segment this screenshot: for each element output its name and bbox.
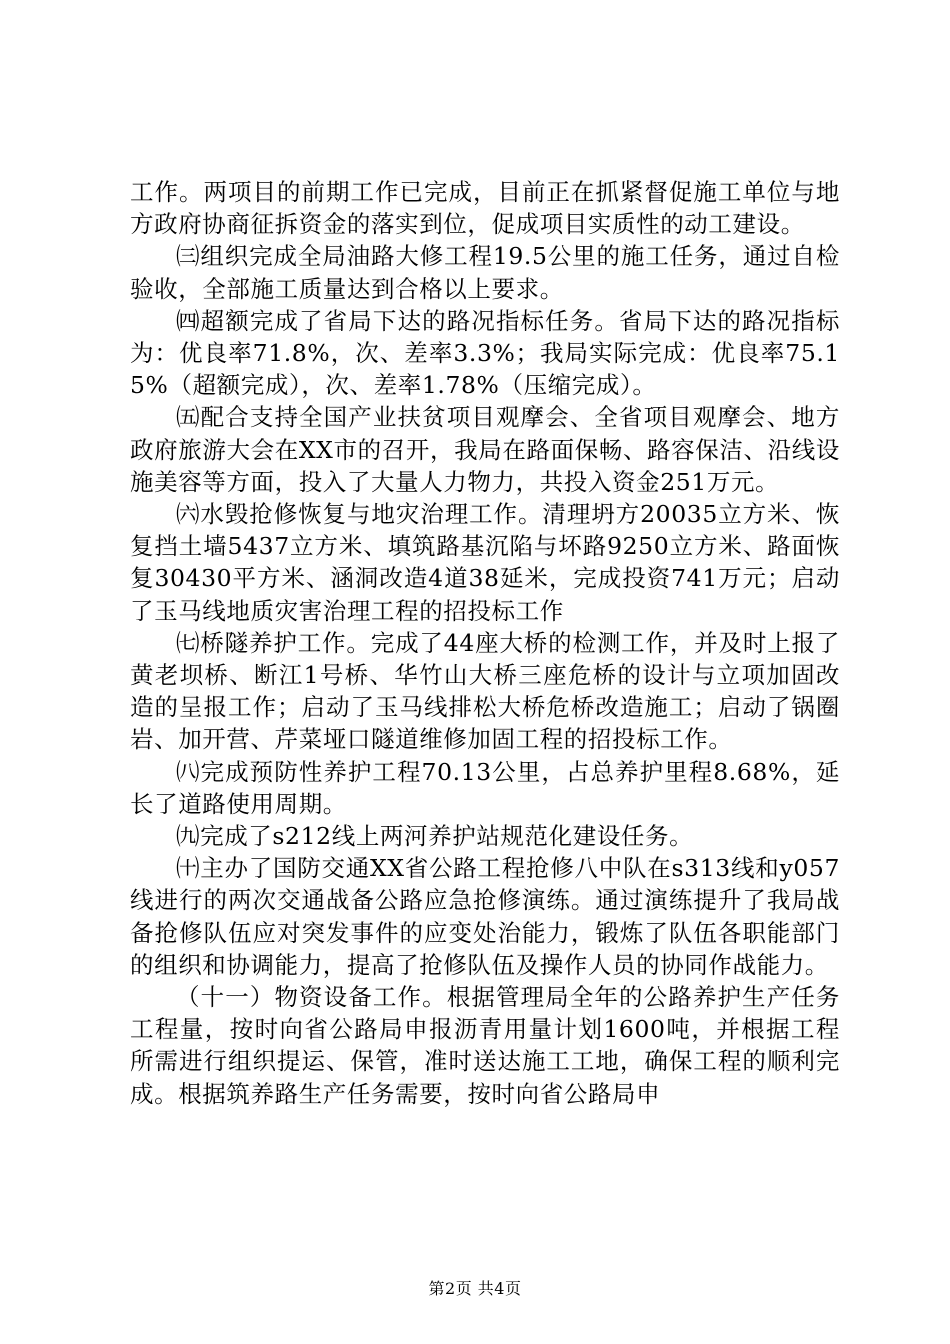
paragraph-item-3: ㈢组织完成全局油路大修工程19.5公里的施工任务，通过自检验收，全部施工质量达到合格以上要求。 xyxy=(130,242,840,303)
paragraph-item-4: ㈣超额完成了省局下达的路况指标任务。省局下达的路况指标为：优良率71.8%，次、差率3.3%；我局实际完成：优良率75.15%（超额完成），次、差率1.78%（压缩完成）。 xyxy=(130,306,840,400)
paragraph-item-10: ㈩主办了国防交通XX省公路工程抢修八中队在s313线和y057线进行的两次交通战备公路应急抢修演练。通过演练提升了我局战备抢修队伍应对突发事件的应变处治能力，锻炼了队伍各职能部门的组织和协调能力，提高了抢修队伍及操作人员的协同作战能力。 xyxy=(130,854,840,979)
paragraph-item-9: ㈨完成了s212线上两河养护站规范化建设任务。 xyxy=(176,822,694,851)
paragraph-item-8: ㈧完成预防性养护工程70.13公里，占总养护里程8.68%，延长了道路使用周期。 xyxy=(130,757,840,818)
page-number-footer: 第2页 共4页 xyxy=(428,1279,522,1298)
document-body xyxy=(130,176,840,1110)
paragraph-item-5: ㈤配合支持全国产业扶贫项目观摩会、全省项目观摩会、地方政府旅游大会在XX市的召开，我局在路面保畅、路容保洁、沿线设施美容等方面，投入了大量人力物力，共投入资金251万元。 xyxy=(130,403,840,496)
paragraph-item-11: （十一）物资设备工作。根据管理局全年的公路养护生产任务工程量，按时向省公路局申报沥青用量计划1600吨，并根据工程所需进行组织提运、保管，准时送达施工工地，确保工程的顺利完成。根据筑养路生产任务需要，按时向省公路局申 xyxy=(130,983,840,1108)
paragraph-continuation: 工作。两项目的前期工作已完成，目前正在抓紧督促施工单位与地方政府协商征拆资金的落实到位，促成项目实质性的动工建设。 xyxy=(130,178,840,239)
paragraph-item-6: ㈥水毁抢修恢复与地灾治理工作。清理坍方20035立方米、恢复挡土墙5437立方米、填筑路基沉陷与坏路9250立方米、路面恢复30430平方米、涵洞改造4道38延米，完成投资741万元；启动了玉马线地质灾害治理工程的招投标工作 xyxy=(130,500,840,625)
paragraph-item-7: ㈦桥隧养护工作。完成了44座大桥的检测工作，并及时上报了黄老坝桥、断江1号桥、华竹山大桥三座危桥的设计与立项加固改造的呈报工作；启动了玉马线排松大桥危桥改造施工；启动了锅圈岩、加开营、芹菜垭口隧道维修加固工程的招投标工作。 xyxy=(130,628,840,754)
